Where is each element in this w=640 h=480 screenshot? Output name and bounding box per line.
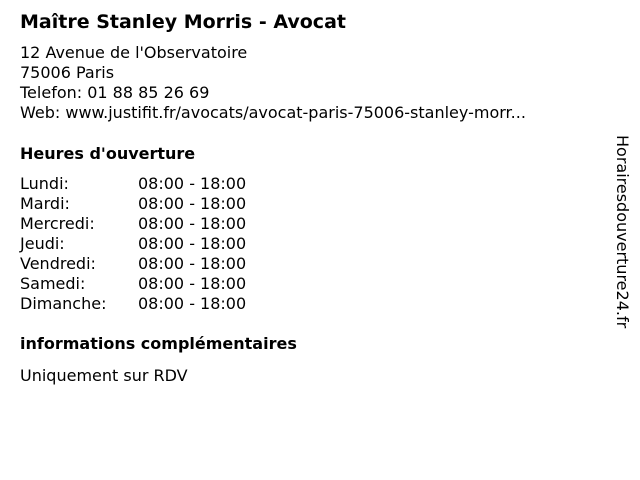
phone-number: Telefon: 01 88 85 26 69 — [20, 83, 210, 102]
hours-row-thursday — [20, 234, 320, 254]
hours-row-friday — [20, 254, 320, 274]
day-label: Vendredi: — [20, 254, 96, 273]
hours-row-monday — [20, 174, 320, 194]
opening-hours-table — [20, 174, 320, 314]
day-label: Jeudi: — [20, 234, 65, 253]
hours-value: 08:00 - 18:00 — [138, 274, 247, 293]
contact-info — [20, 43, 526, 123]
hours-row-saturday — [20, 274, 320, 294]
hours-row-tuesday — [20, 194, 320, 214]
hours-value: 08:00 - 18:00 — [138, 214, 247, 233]
site-watermark: Horairesdouverture24.fr — [613, 135, 632, 329]
hours-row-wednesday — [20, 214, 320, 234]
additional-info-heading: informations complémentaires — [20, 334, 297, 353]
hours-value: 08:00 - 18:00 — [138, 174, 247, 193]
website-link: Web: www.justifit.fr/avocats/avocat-paris-75006-stanley-morr... — [20, 103, 526, 122]
hours-value: 08:00 - 18:00 — [138, 234, 247, 253]
hours-row-sunday — [20, 294, 320, 314]
address-city: 75006 Paris — [20, 63, 115, 82]
additional-info-text: Uniquement sur RDV — [20, 366, 188, 385]
day-label: Dimanche: — [20, 294, 107, 313]
opening-hours-heading: Heures d'ouverture — [20, 144, 196, 163]
address-street: 12 Avenue de l'Observatoire — [20, 43, 248, 62]
day-label: Mardi: — [20, 194, 70, 213]
hours-value: 08:00 - 18:00 — [138, 194, 247, 213]
hours-value: 08:00 - 18:00 — [138, 294, 247, 313]
day-label: Samedi: — [20, 274, 86, 293]
day-label: Lundi: — [20, 174, 69, 193]
hours-value: 08:00 - 18:00 — [138, 254, 247, 273]
business-title: Maître Stanley Morris - Avocat — [20, 11, 346, 33]
day-label: Mercredi: — [20, 214, 95, 233]
